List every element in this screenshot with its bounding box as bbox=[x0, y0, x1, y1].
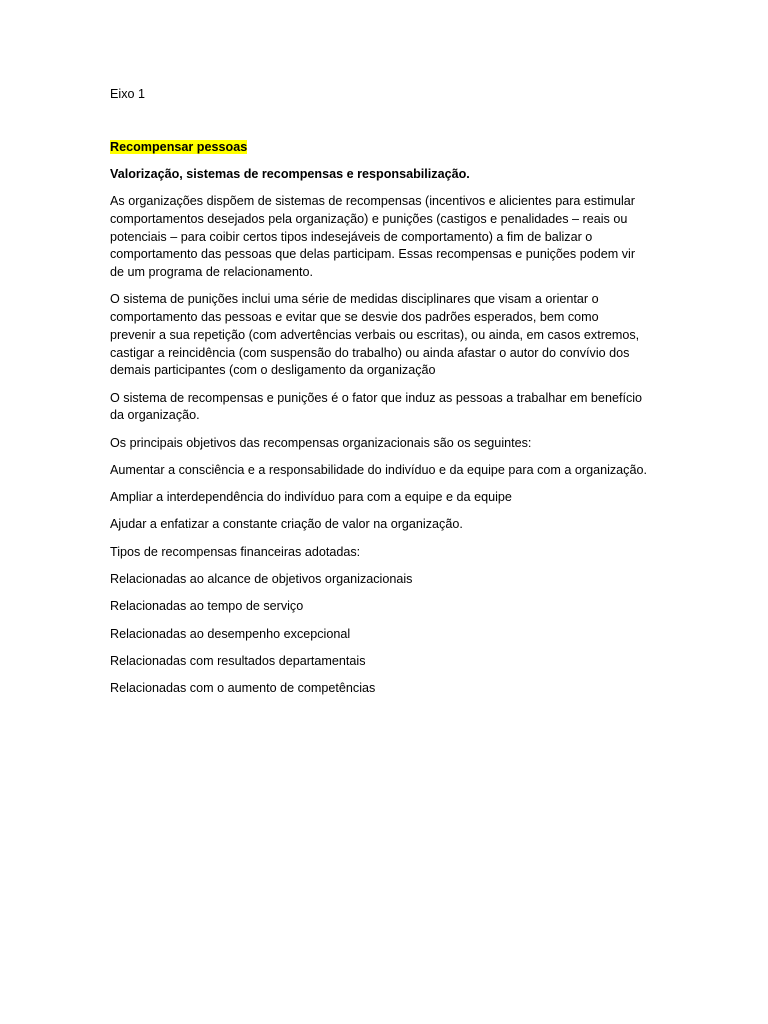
paragraph-line: da organização. bbox=[110, 408, 200, 423]
reward-type-item: Relacionadas ao alcance de objetivos organizacionais bbox=[110, 572, 413, 586]
paragraph-line: prevenir a sua repetição (com advertências verbais ou escritas), ou ainda, em casos extremos, bbox=[110, 327, 640, 342]
paragraph-system-factor bbox=[110, 390, 660, 425]
paragraph-line: As organizações dispõem de sistemas de recompensas (incentivos e alicientes para estimular bbox=[110, 194, 635, 209]
objective-item: Ampliar a interdependência do indivíduo para com a equipe e da equipe bbox=[110, 490, 512, 505]
reward-type-item: Relacionadas com o aumento de competências bbox=[110, 681, 376, 696]
paragraph-line: demais participantes (com o desligamento da organização bbox=[110, 363, 436, 378]
reward-type-item: Relacionadas com resultados departamentais bbox=[110, 653, 366, 668]
types-intro: Tipos de recompensas financeiras adotadas: bbox=[110, 544, 361, 559]
paragraph-line: O sistema de punições inclui uma série de medidas disciplinares que visam a orientar o bbox=[110, 292, 599, 307]
paragraph-line: comportamento das pessoas que delas participam. Essas recompensas e punições podem vir bbox=[110, 247, 636, 262]
paragraph-rewards-punishments bbox=[110, 193, 660, 282]
objectives-intro: Os principais objetivos das recompensas organizacionais são os seguintes: bbox=[110, 435, 532, 450]
paragraph-punishment-system bbox=[110, 291, 660, 380]
section-title bbox=[110, 139, 660, 157]
objective-item: Aumentar a consciência e a responsabilidade do indivíduo e da equipe para com a organização. bbox=[110, 462, 647, 477]
paragraph-line: O sistema de recompensas e punições é o fator que induz as pessoas a trabalhar em benefício bbox=[110, 390, 643, 405]
section-subtitle: Valorização, sistemas de recompensas e responsabilização. bbox=[110, 167, 470, 181]
reward-type-item: Relacionadas ao tempo de serviço bbox=[110, 599, 304, 614]
paragraph-line: comportamento das pessoas e evitar que se desvie dos padrões esperados, bem como bbox=[110, 310, 599, 325]
paragraph-line: comportamentos desejados pela organização) e punições (castigos e penalidades – reais ou bbox=[110, 212, 628, 226]
highlighted-title: Recompensar pessoas bbox=[110, 139, 248, 154]
objective-item: Ajudar a enfatizar a constante criação de valor na organização. bbox=[110, 517, 463, 532]
paragraph-line: de um programa de relacionamento. bbox=[110, 265, 314, 280]
paragraph-line: castigar a reincidência (com suspensão do trabalho) ou ainda afastar o autor do convívio dos bbox=[110, 345, 630, 360]
document-body bbox=[110, 86, 660, 707]
reward-type-item: Relacionadas ao desempenho excepcional bbox=[110, 626, 351, 641]
paragraph-line: potenciais – para coibir certos tipos indesejáveis de comportamento) a fim de balizar o bbox=[110, 229, 593, 244]
axis-label: Eixo 1 bbox=[110, 87, 146, 101]
